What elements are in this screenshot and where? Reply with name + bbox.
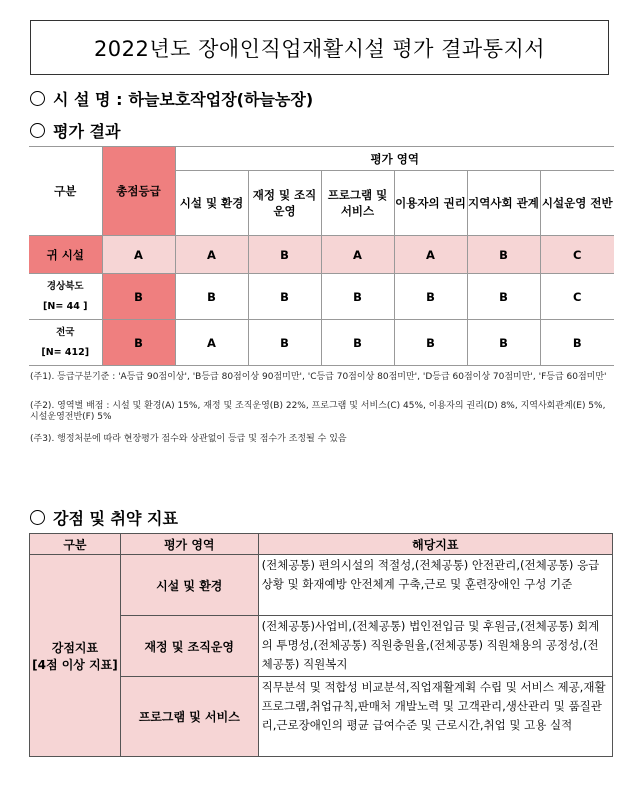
strength-category: 강점지표 [4점 이상 지표] xyxy=(30,555,121,757)
grade-cell: C xyxy=(540,274,614,320)
grade-cell: A xyxy=(321,236,394,274)
grade-cell: C xyxy=(540,236,614,274)
header-indicators: 해당지표 xyxy=(258,534,612,555)
grade-cell: B xyxy=(467,274,540,320)
result-heading-label: 평가 결과 xyxy=(53,122,121,141)
row-label: 귀 시설 xyxy=(29,236,102,274)
circle-bullet-icon xyxy=(30,123,45,138)
row-label-count: [N= 44 ] xyxy=(43,300,88,312)
page-title: 2022년도 장애인직업재활시설 평가 결과통지서 xyxy=(30,20,609,75)
grade-cell: B xyxy=(321,320,394,366)
area-header: 시설운영 전반 xyxy=(540,171,614,236)
grade-cell: A xyxy=(175,320,248,366)
note-3: (주3). 행정처분에 따라 현장평가 점수와 상관없이 등급 및 점수가 조정될 수 있음 xyxy=(30,434,347,444)
area-header: 이용자의 권리 xyxy=(394,171,467,236)
facility-label: 시 설 명 : xyxy=(53,90,123,109)
grade-cell: B xyxy=(540,320,614,366)
grade-cell: B xyxy=(248,274,321,320)
col-areas-header: 평가 영역 xyxy=(175,147,614,171)
strength-heading-label: 강점 및 취약 지표 xyxy=(53,509,178,528)
grade-cell: B xyxy=(248,320,321,366)
strength-indicators: (전체공통)사업비,(전체공통) 법인전입금 및 후원금,(전체공통) 회계의 투명성,(전체공통) 직원충원율,(전체공통) 직원채용의 공정성,(전체공통) 직원복지 xyxy=(258,616,612,677)
strength-area: 재정 및 조직운영 xyxy=(120,616,258,677)
grade-cell: B xyxy=(394,320,467,366)
grade-cell: B xyxy=(321,274,394,320)
table-row xyxy=(29,320,614,366)
area-header: 재정 및 조직운영 xyxy=(248,171,321,236)
grade-cell: B xyxy=(102,274,175,320)
grade-cell: B xyxy=(467,236,540,274)
grade-cell: A xyxy=(394,236,467,274)
area-header: 프로그램 및 서비스 xyxy=(321,171,394,236)
row-label-name: 경상북도 xyxy=(46,280,84,292)
row-label xyxy=(29,274,102,320)
grade-cell: B xyxy=(248,236,321,274)
strength-indicators: (전체공통) 편의시설의 적절성,(전체공통) 안전관리,(전체공통) 응급상황 및 화재예방 안전체계 구축,근로 및 훈련장애인 구성 기준 xyxy=(258,555,612,616)
strength-table xyxy=(29,533,613,757)
note-1: (주1). 등급구분기준 : 'A등급 90점이상', 'B등급 80점이상 90점미만', 'C등급 70점이상 80점미만', 'D등급 60점이상 70점미만', 'F등급 60점미만' xyxy=(30,372,607,382)
table-row xyxy=(29,236,614,274)
row-label-count: [N= 412] xyxy=(41,346,90,358)
result-heading xyxy=(30,119,120,142)
facility-name: 하늘보호작업장(하늘농장) xyxy=(128,90,314,109)
circle-bullet-icon xyxy=(30,91,45,106)
col-category-header: 구분 xyxy=(29,147,102,236)
table-row xyxy=(30,555,613,616)
facility-heading xyxy=(30,87,313,110)
circle-bullet-icon xyxy=(30,510,45,525)
row-label xyxy=(29,320,102,366)
result-table xyxy=(29,146,614,366)
grade-cell: A xyxy=(102,236,175,274)
header-category: 구분 xyxy=(30,534,121,555)
note-2: (주2). 영역별 배점 : 시설 및 환경(A) 15%, 재정 및 조직운영(B) 22%, 프로그램 및 서비스(C) 45%, 이용자의 권리(D) 8%, 지역사회관계(E) 5%, 시설운영전반(F) 5% xyxy=(30,401,606,422)
row-label-name: 전국 xyxy=(56,326,75,338)
area-header: 시설 및 환경 xyxy=(175,171,248,236)
table-row xyxy=(29,274,614,320)
strength-indicators: 직무분석 및 적합성 비교분석,직업재활계획 수립 및 서비스 제공,재활프로그램,취업규칙,판매처 개발노력 및 고객관리,생산관리 및 품질관리,근로장애인의 평균 급여수준 및 근로시간,취업 및 고용 실적 xyxy=(258,677,612,757)
grade-cell: A xyxy=(175,236,248,274)
header-area: 평가 영역 xyxy=(120,534,258,555)
strength-area: 시설 및 환경 xyxy=(120,555,258,616)
grade-cell: B xyxy=(467,320,540,366)
grade-cell: B xyxy=(394,274,467,320)
area-header: 지역사회 관계 xyxy=(467,171,540,236)
strength-area: 프로그램 및 서비스 xyxy=(120,677,258,757)
grade-cell: B xyxy=(102,320,175,366)
col-overall-header: 총점등급 xyxy=(102,147,175,236)
grade-cell: B xyxy=(175,274,248,320)
strength-heading xyxy=(30,506,178,529)
